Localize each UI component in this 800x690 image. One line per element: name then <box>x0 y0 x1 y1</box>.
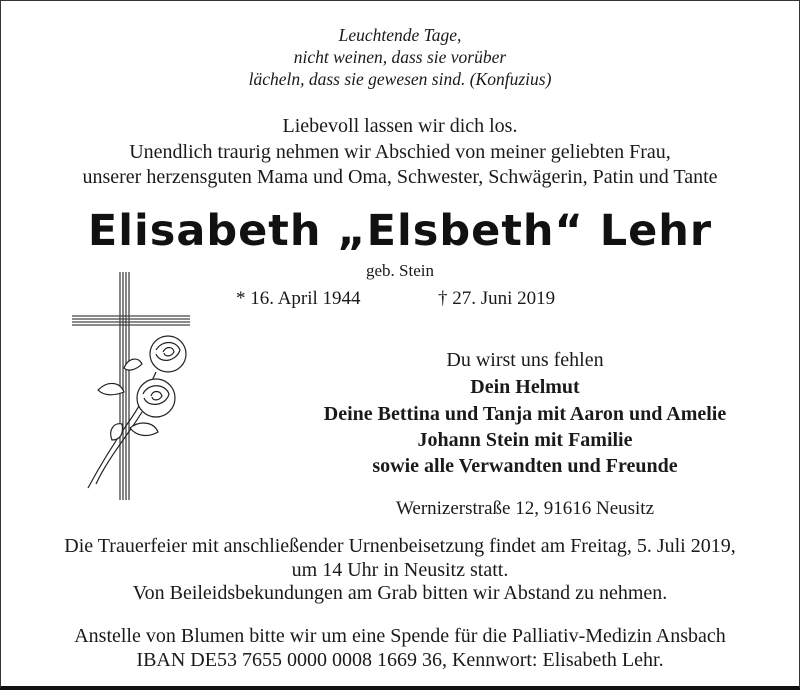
mourner-line: Johann Stein mit Familie <box>417 429 633 451</box>
poem-line: nicht weinen, dass sie vorüber <box>293 47 507 67</box>
donation-line: IBAN DE53 7655 0000 0008 1669 36, Kennwort: Elisabeth Lehr. <box>136 649 664 671</box>
deceased-name: Elisabeth „Elsbeth“ Lehr <box>87 206 713 256</box>
address: Wernizerstraße 12, 91616 Neusitz <box>395 498 655 519</box>
poem-line: Leuchtende Tage, <box>338 25 462 45</box>
mourner-line: sowie alle Verwandten und Freunde <box>372 455 678 477</box>
death-date: † 27. Juni 2019 <box>438 288 556 309</box>
mourners-intro: Du wirst uns fehlen <box>446 349 604 371</box>
mourner-line: Deine Bettina und Tanja mit Aaron und Amelie <box>323 403 727 425</box>
intro-line: Liebevoll lassen wir dich los. <box>282 115 518 137</box>
birth-name: geb. Stein <box>366 261 434 280</box>
service-line: Die Trauerfeier mit anschließender Urnenbeisetzung findet am Freitag, 5. Juli 2019, <box>64 535 736 557</box>
service-line: um 14 Uhr in Neusitz statt. <box>291 559 509 581</box>
mourner-line: Dein Helmut <box>470 376 580 398</box>
service-line: Von Beileidsbekundungen am Grab bitten wir Abstand zu nehmen. <box>132 582 668 604</box>
intro-line: unserer herzensguten Mama und Oma, Schwester, Schwägerin, Patin und Tante <box>82 166 718 188</box>
cross-with-roses-icon <box>68 270 198 502</box>
intro-line: Unendlich traurig nehmen wir Abschied von meiner geliebten Frau, <box>129 141 671 163</box>
birth-date: * 16. April 1944 <box>236 288 361 309</box>
poem-line: lächeln, dass sie gewesen sind. (Konfuzius) <box>248 69 552 89</box>
donation-line: Anstelle von Blumen bitte wir um eine Spende für die Palliativ-Medizin Ansbach <box>74 625 726 647</box>
